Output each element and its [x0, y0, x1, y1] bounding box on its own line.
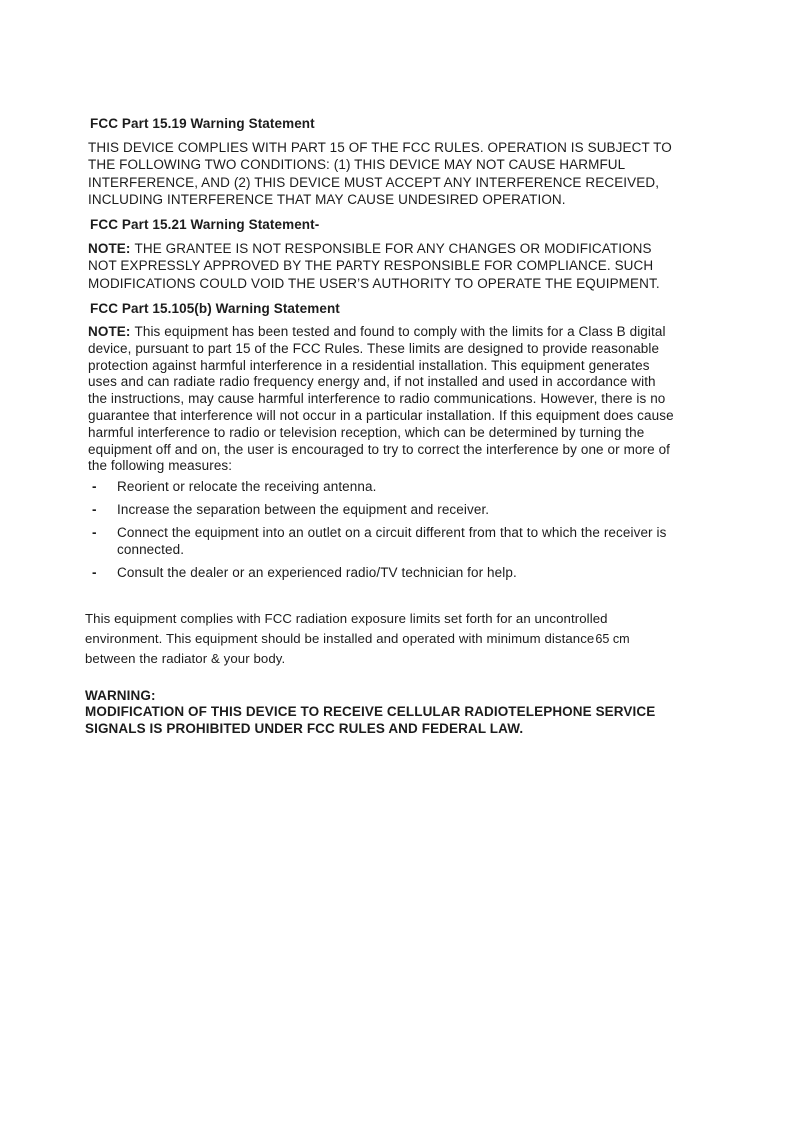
- warning-body: MODIFICATION OF THIS DEVICE TO RECEIVE CELLULAR RADIOTELEPHONE SERVICE SIGNALS IS PROHIBITED UNDER FCC RULES AND FEDERAL LAW.: [85, 704, 656, 736]
- section-body-fcc-15-19: THIS DEVICE COMPLIES WITH PART 15 OF THE FCC RULES. OPERATION IS SUBJECT TO THE FOLLOWING TWO CONDITIONS: (1) THIS DEVICE MAY NOT CAUSE HARMFUL INTERFERENCE, AND (2) THIS DEVICE MUST ACCEPT ANY INTERFERENCE RECEIVED, INCLUDING INTERFERENCE THAT MAY CAUSE UNDESIRED OPERATION.: [88, 140, 672, 207]
- dash-bullet: -: [92, 564, 97, 580]
- section-body-fcc-15-21: [88, 240, 678, 292]
- section-heading-fcc-15-105b: FCC Part 15.105(b) Warning Statement: [90, 301, 340, 317]
- measure-item: [88, 564, 678, 581]
- dash-bullet: -: [92, 479, 97, 495]
- warning-label: WARNING:: [85, 687, 156, 703]
- document-content: [85, 0, 678, 737]
- exposure-distance-value: 65 cm: [595, 631, 630, 646]
- section-body-fcc-15-105b: [88, 324, 678, 475]
- dash-bullet: -: [92, 502, 97, 518]
- section-heading-fcc-15-21: FCC Part 15.21 Warning Statement-: [90, 217, 320, 233]
- section-body-text: This equipment has been tested and found to comply with the limits for a Class B digital device, pursuant to part 15 of the FCC Rules. These limits are designed to provide reasonable protection against harmful interference in a residential installation. This equipment generates uses and can radiate radio frequency energy and, if not installed and used in accordance with the instructions, may cause harmful interference to radio communications. However, there is no guarantee that interference will not occur in a particular installation. If this equipment does cause harmful interference to radio or television reception, which can be determined by turning the equipment off and on, the user is encouraged to try to correct the interference by one or more of the following measures:: [88, 324, 674, 474]
- warning-block: [85, 688, 678, 738]
- measure-text: Reorient or relocate the receiving antenna.: [117, 479, 377, 495]
- note-label: NOTE:: [88, 324, 131, 340]
- section-heading-fcc-15-19: FCC Part 15.19 Warning Statement: [90, 116, 315, 131]
- measure-item: [88, 478, 678, 495]
- measure-text: Increase the separation between the equipment and receiver.: [117, 502, 490, 518]
- section-body-text: THE GRANTEE IS NOT RESPONSIBLE FOR ANY CHANGES OR MODIFICATIONS NOT EXPRESSLY APPROVED BY THE PARTY RESPONSIBLE FOR COMPLIANCE. SUCH MODIFICATIONS COULD VOID THE USER’S AUTHORITY TO OPERATE THE EQUIPMENT.: [88, 241, 660, 291]
- section-fcc-15-105b: [88, 302, 678, 475]
- measures-list: [88, 478, 678, 581]
- dash-bullet: -: [92, 524, 97, 540]
- section-fcc-15-21: [88, 218, 678, 292]
- measure-item: [88, 524, 678, 559]
- exposure-text-before: This equipment complies with FCC radiation exposure limits set forth for an uncontrolled environment. This equipment should be installed and operated with minimum distance: [85, 611, 608, 646]
- measure-text: Connect the equipment into an outlet on a circuit different from that to which the receiver is connected.: [117, 524, 667, 558]
- measure-text: Consult the dealer or an experienced radio/TV technician for help.: [117, 564, 517, 580]
- section-fcc-15-19: [88, 117, 678, 208]
- measure-item: [88, 501, 678, 518]
- exposure-text-after: between the radiator & your body.: [85, 651, 286, 667]
- note-label: NOTE:: [88, 241, 131, 257]
- exposure-paragraph: [85, 609, 678, 669]
